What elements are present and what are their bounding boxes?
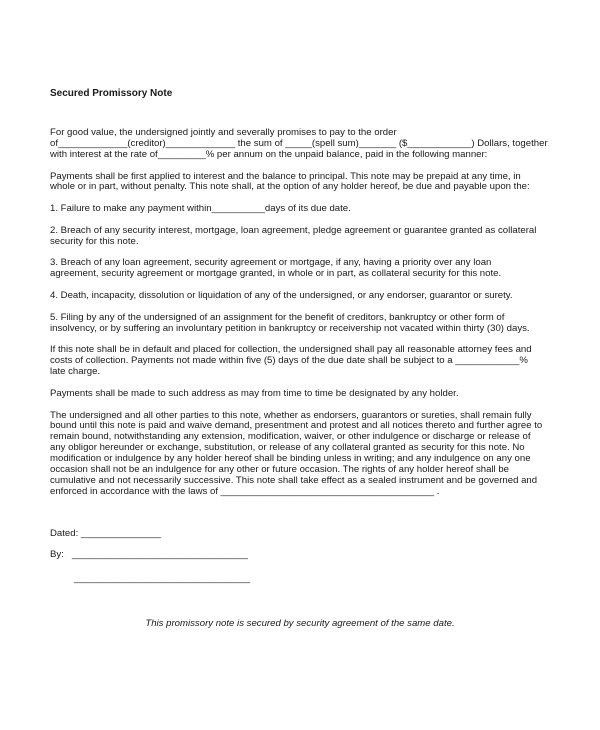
document-body <box>50 128 554 509</box>
paragraph-line: any obligor hereunder or exchange, substitution, or release of any collateral granted as security for this note. No <box>50 442 525 454</box>
paragraph-line: 1. Failure to make any payment within__________days of its due date. <box>50 203 351 215</box>
paragraph-line: Payments shall be first applied to interest and the balance to principal. This note may be prepaid at any time, in <box>50 170 521 182</box>
signature-second-line: _________________________________ <box>50 573 251 584</box>
paragraph-line: late charge. <box>50 366 101 378</box>
paragraph-line: cumulative and not necessarily successive. This note shall take effect as a sealed instrument and be governed and <box>50 475 538 487</box>
item-2 <box>50 226 554 248</box>
paragraph-line: insolvency, or by suffering an involuntary petition in bankruptcy or receivership not vacated within thirty (30) days. <box>50 322 530 334</box>
waiver-paragraph <box>50 411 554 498</box>
item-1 <box>50 204 554 215</box>
paragraph-line: agreement, security agreement or mortgage granted, in whole or in part, as collateral security for this note. <box>50 268 502 280</box>
dated-line: Dated: _______________ <box>50 528 161 539</box>
paragraph-line: bound until this note is paid and waive demand, presentment and protest and all notices thereto and further agree to <box>50 420 543 432</box>
paragraph-line: costs of collection. Payments not made within five (5) days of the due date shall be subject to a ____________% <box>50 355 528 367</box>
payments-paragraph <box>50 172 554 194</box>
paragraph-line: If this note shall be in default and placed for collection, the undersigned shall pay all reasonable attorney fees and <box>50 344 532 356</box>
paragraph-line: remain bound, notwithstanding any extension, modification, waiver, or other indulgence or discharge or release of <box>50 431 531 443</box>
intro-paragraph <box>50 128 554 161</box>
paragraph-line: modification or indulgence by any holder hereof shall be binding unless in writing; and any indulgence on any one <box>50 453 531 465</box>
paragraph-line: Payments shall be made to such address as may from time to time be designated by any holder. <box>50 387 459 399</box>
paragraph-line: 4. Death, incapacity, dissolution or liquidation of any of the undersigned, or any endorser, guarantor or surety. <box>50 290 513 302</box>
signature-by-line: By: _________________________________ <box>50 549 248 560</box>
default-paragraph <box>50 345 554 378</box>
item-4 <box>50 291 554 302</box>
document-title: Secured Promissory Note <box>50 88 173 99</box>
paragraph-line: of_____________(creditor)_____________ the sum of _____(spell sum)_______ ($____________) Dollars, together <box>50 137 548 149</box>
paragraph-line: 2. Breach of any security interest, mortgage, loan agreement, pledge agreement or guarantee granted as collateral <box>50 224 537 236</box>
item-3 <box>50 258 554 280</box>
paragraph-line: For good value, the undersigned jointly and severally promises to pay to the order <box>50 127 397 138</box>
paragraph-line: The undersigned and all other parties to this note, whether as endorsers, guarantors or sureties, shall remain fully <box>50 409 532 421</box>
paragraph-line: occasion shall not be an indulgence for any other or future occasion. The rights of any holder hereof shall be <box>50 464 510 476</box>
paragraph-line: enforced in accordance with the laws of ________________________________________ . <box>50 485 440 497</box>
address-paragraph <box>50 389 554 400</box>
footer-note: This promissory note is secured by security agreement of the same date. <box>145 618 455 629</box>
paragraph-line: 3. Breach of any loan agreement, security agreement or mortgage, if any, having a priority over any loan <box>50 257 492 269</box>
paragraph-line: with interest at the rate of_________% per annum on the unpaid balance, paid in the following manner: <box>50 148 488 160</box>
paragraph-line: whole or in part, without penalty. This note shall, at the option of any holder hereof, be due and payable upon the: <box>50 181 530 193</box>
paragraph-line: 5. Filing by any of the undersigned of an assignment for the benefit of creditors, bankruptcy or other form of <box>50 311 505 323</box>
paragraph-line: security for this note. <box>50 235 139 247</box>
item-5 <box>50 313 554 335</box>
